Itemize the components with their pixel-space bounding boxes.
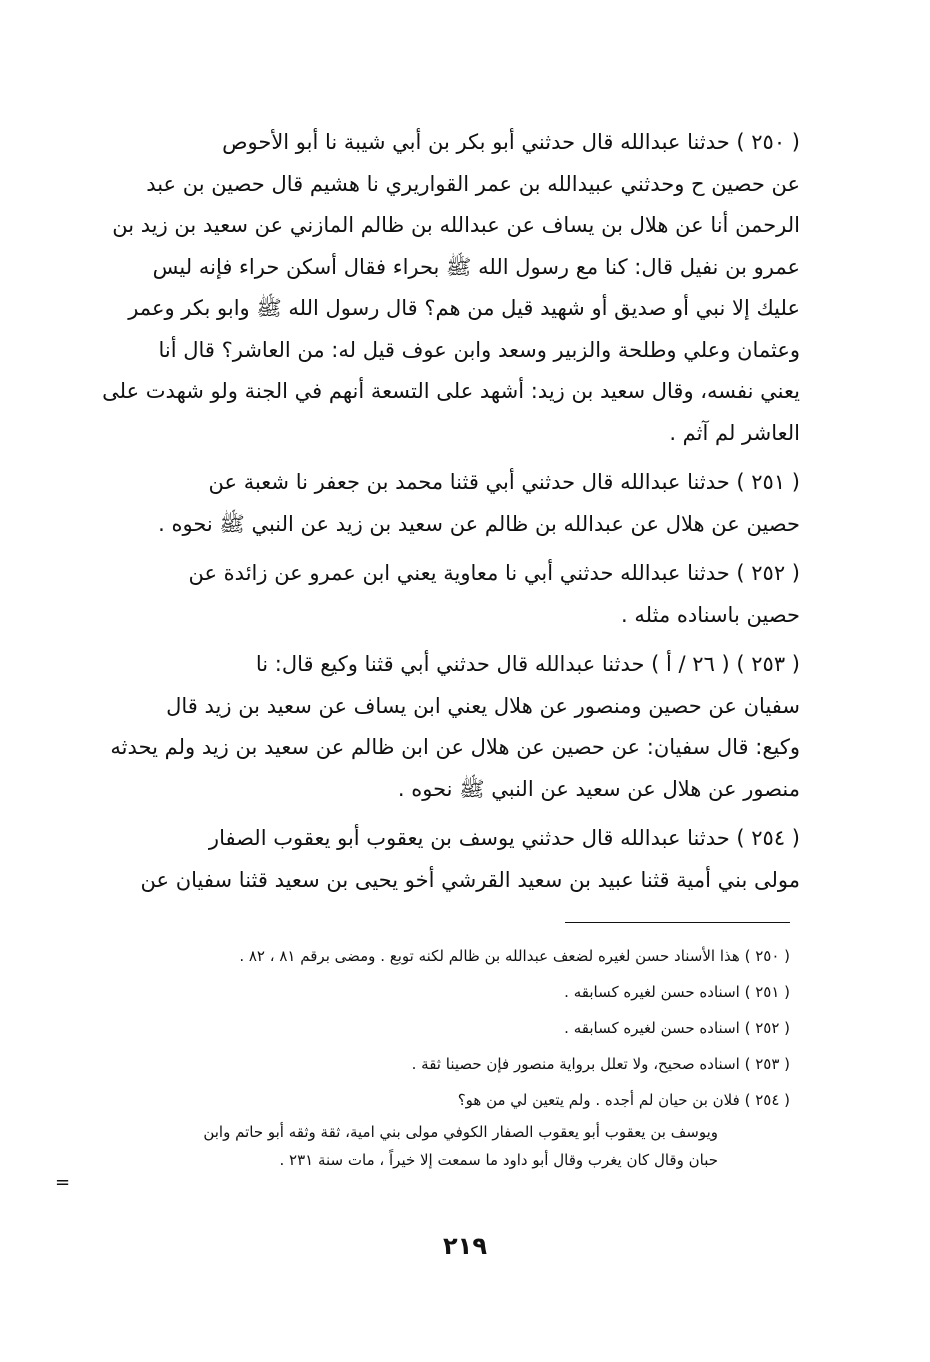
text-line: ( ٢٥١ ) حدثنا عبدالله قال حدثني أبي قثنا محمد بن جعفر نا شعبة عن: [208, 470, 800, 494]
hadith-253: [100, 644, 800, 810]
text-line: مولى بني أمية قثنا عبيد بن سعيد القرشي أخو يحيى بن سعيد قثنا سفيان عن: [140, 867, 800, 892]
text-line: حصين باسناده مثله .: [621, 602, 800, 627]
text-line: الرحمن أنا عن هلال بن يساف عن عبدالله بن ظالم المازني عن سعيد بن زيد بن: [112, 213, 800, 237]
text-line: ( ٢٥٠ ) حدثنا عبدالله قال حدثني أبو بكر بن أبي شيبة نا أبو الأحوص: [222, 130, 800, 154]
page-number: ٢١٩: [443, 1232, 487, 1260]
hadith-251: [100, 462, 800, 545]
text-line: العاشر لم آثم .: [669, 420, 800, 445]
hadith-254: [100, 818, 800, 901]
hadith-252: [100, 553, 800, 636]
hadith-250: [100, 122, 800, 454]
text-line: عليك إلا نبي أو صديق أو شهيد قيل من هم؟ قال رسول الله ﷺ وابو بكر وعمر: [128, 296, 800, 320]
text-line: ( ٢٥٤ ) حدثنا عبدالله قال حدثني يوسف بن يعقوب أبو يعقوب الصفار: [208, 826, 800, 850]
text-line: وكيع: قال سفيان: عن حصين عن هلال عن ابن ظالم عن سعيد بن زيد ولم يحدثه: [110, 735, 800, 759]
footnotes: [140, 938, 790, 1174]
footnote-251: ( ٢٥١ ) اسناده حسن لغيره كسابقه .: [564, 983, 790, 1001]
footnote-separator: [565, 922, 790, 923]
text-line: عن حصين ح وحدثني عبيدالله بن عمر القواريري نا هشيم قال حصين بن عبد: [146, 171, 800, 196]
footnote-253: ( ٢٥٣ ) اسناده صحيح، ولا تعلل برواية منصور فإن حصينا ثقة .: [411, 1055, 790, 1073]
footnote-250: ( ٢٥٠ ) هذا الأسناد حسن لغيره لضعف عبدالله بن ظالم لكنه توبع . ومضى برقم ٨١ ، ٨٢ .: [239, 947, 790, 965]
margin-mark: =: [55, 1172, 71, 1193]
text-line: ( ٢٥٢ ) حدثنا عبدالله حدثني أبي نا معاوية يعني ابن عمرو عن زائدة عن: [188, 561, 800, 585]
text-line: ( ٢٥٣ ) ( ٢٦ / أ ) حدثنا عبدالله قال حدثني أبي قثنا وكيع قال: نا: [255, 652, 800, 676]
text-line: حصين عن هلال عن عبدالله بن ظالم عن سعيد بن زيد عن النبي ﷺ نحوه .: [158, 511, 800, 536]
text-line: وعثمان وعلي وطلحة والزبير وسعد وابن عوف قيل له: من العاشر؟ قال أنا: [158, 337, 800, 362]
text-line: يعني نفسه، وقال سعيد بن زيد: أشهد على التسعة أنهم في الجنة ولو شهدت على: [102, 379, 800, 403]
hadith-text: [100, 122, 800, 909]
text-line: سفيان عن حصين ومنصور عن هلال يعني ابن يساف عن سعيد بن زيد قال: [166, 693, 800, 718]
text-line: منصور عن هلال عن سعيد عن النبي ﷺ نحوه .: [397, 776, 800, 801]
footnote-252: ( ٢٥٢ ) اسناده حسن لغيره كسابقه .: [564, 1019, 790, 1037]
footnote-continuation-line: حبان وقال كان يغرب وقال أبو داود ما سمعت إلا خيراً ، مات سنة ٢٣١ .: [279, 1151, 718, 1169]
text-line: عمرو بن نفيل قال: كنا مع رسول الله ﷺ بحراء فقال أسكن حراء فإنه ليس: [152, 254, 800, 279]
footnote-continuation-line: ويوسف بن يعقوب أبو يعقوب الصفار الكوفي مولى بني امية، ثقة وثقه أبو حاتم وابن: [203, 1123, 718, 1141]
footnote-254: ( ٢٥٤ ) فلان بن حيان لم أجده . ولم يتعين لي من هو؟: [457, 1091, 790, 1109]
